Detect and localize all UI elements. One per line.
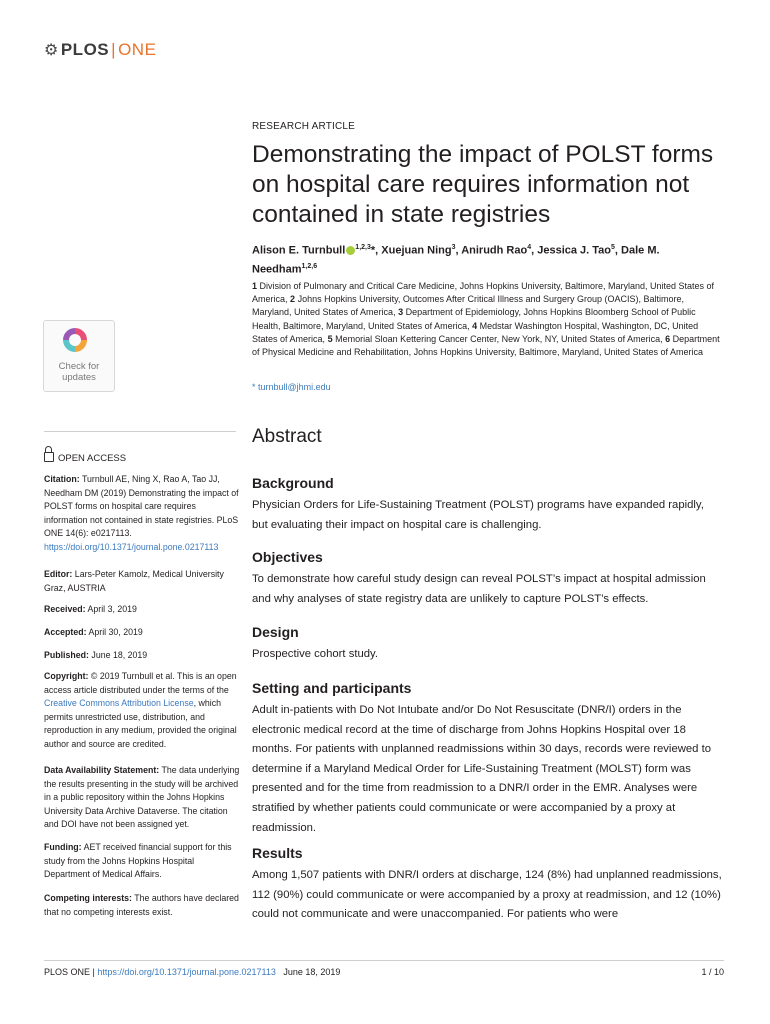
funding-block: Funding: AET received financial support for this study from the Johns Hopkins Hospital Department of Medical Affairs.	[44, 842, 232, 880]
open-lock-icon	[44, 452, 54, 462]
check-updates-label: Check for updates	[58, 361, 100, 383]
affiliation-text: Johns Hopkins University, Outcomes After Critical Illness and Surgery Group (OACIS), Baltimore, Maryland, United States of America,	[252, 294, 685, 318]
citation-doi-link[interactable]: https://doi.org/10.1371/journal.pone.0217113	[44, 541, 219, 552]
results-text: Among 1,507 patients with DNR/I orders at discharge, 124 (8%) had unplanned readmissions, 112 (90%) could communicate or were accompanied by a proxy at readmission, and 12 (10%) could not communicate and were unaccompanied. For patients who were	[252, 869, 722, 921]
author-name[interactable]: Alison E. Turnbull	[252, 244, 346, 257]
footer-doi-link[interactable]: https://doi.org/10.1371/journal.pone.0217113	[97, 967, 276, 977]
logo-one-text: ONE	[118, 40, 157, 59]
sidebar-divider	[44, 431, 236, 432]
gear-icon: ⚙	[44, 42, 59, 59]
results-heading: Results	[252, 845, 303, 861]
setting-text: Adult in-patients with Do Not Intubate and/or Do Not Resuscitate (DNR/I) orders in the electronic medical record at the time of discharge from Johns Hopkins Hospital over 18 months. For patients with unplanned readmissions within 30 days, records were reviewed to determine if a Maryland Medical Order for Life-Sustaining Treatment (MOLST) form was presented and for the time from readmission to a DNR/I order in the EMR. Analyses were stratified by whether patients could communicate or were accompanied by a proxy at readmission.	[252, 704, 712, 834]
design-heading: Design	[252, 624, 299, 640]
corresponding-email-link[interactable]: * turnbull@jhmi.edu	[252, 382, 331, 392]
competing-interests-block: Competing interests: The authors have declared that no competing interests exist.	[44, 893, 239, 917]
affiliation-text: Department of Epidemiology, Johns Hopkins Bloomberg School of Public Health, Baltimore, Maryland, United States of America,	[252, 307, 696, 331]
affiliation-num: 2	[290, 294, 296, 305]
plos-one-logo	[44, 40, 156, 60]
author-sup: 1,2,3	[355, 244, 371, 251]
license-link[interactable]: Creative Commons Attribution License	[44, 698, 194, 709]
article-type: RESEARCH ARTICLE	[252, 121, 356, 132]
check-for-updates-button[interactable]	[43, 320, 115, 392]
objectives-heading: Objectives	[252, 549, 323, 565]
logo-divider: |	[111, 40, 117, 59]
author-sup: 5	[611, 244, 615, 251]
page-footer	[44, 967, 724, 977]
setting-heading: Setting and participants	[252, 680, 412, 696]
affiliation-num: 5	[327, 333, 333, 344]
affiliation-num: 1	[252, 281, 258, 291]
affiliations	[252, 280, 722, 359]
corresponding-mark: *	[370, 244, 376, 257]
author-sup: 3	[451, 244, 456, 251]
abstract-heading: Abstract	[252, 426, 322, 447]
background-heading: Background	[252, 475, 334, 491]
footer-journal: PLOS ONE |	[44, 967, 95, 977]
author-name[interactable]: Anirudh Rao	[461, 244, 528, 257]
author-name[interactable]: Dale M. Needham	[252, 244, 660, 276]
affiliation-text: Division of Pulmonary and Critical Care Medicine, Johns Hopkins University, Baltimore, Maryland, United States of America,	[252, 281, 715, 305]
author-sup: 4	[527, 244, 532, 251]
published-block: Published: June 18, 2019	[44, 650, 148, 660]
affiliation-text: Memorial Sloan Kettering Cancer Center, New York, NY, United States of America,	[335, 333, 663, 344]
page-number: 1 / 10	[701, 967, 724, 977]
logo-plos-text: PLOS	[60, 40, 110, 59]
affiliation-num: 4	[472, 320, 478, 331]
accepted-block: Accepted: April 30, 2019	[44, 627, 143, 637]
article-title: Demonstrating the impact of POLST forms on hospital care requires information not contained in state registries	[252, 141, 714, 228]
footer-divider	[44, 960, 724, 961]
background-text: Physician Orders for Life-Sustaining Treatment (POLST) programs have expanded rapidly, but evaluating their impact on hospital care is challenging.	[252, 499, 704, 531]
objectives-text: To demonstrate how careful study design can reveal POLST’s impact at hospital admission and why analyses of state registry data are unlikely to capture POLST’s effects.	[252, 573, 706, 605]
affiliation-num: 3	[398, 307, 404, 318]
affiliation-num: 6	[665, 333, 671, 344]
received-block: Received: April 3, 2019	[44, 604, 137, 614]
author-name[interactable]: Jessica J. Tao	[537, 244, 612, 257]
editor-block: Editor: Lars-Peter Kamolz, Medical University Graz, AUSTRIA	[44, 569, 224, 593]
design-text: Prospective cohort study.	[252, 648, 378, 660]
crossmark-icon	[63, 328, 87, 352]
copyright-block: Copyright: © 2019 Turnbull et al. This is an open access article distributed under the terms of the Creative Commons Attribution License, which permits unrestricted use, distribution, and reproduction in any medium, provided the original author and source are credited.	[44, 671, 237, 749]
affiliation-text: Medstar Washington Hospital, Washington, DC, United States of America,	[252, 320, 699, 344]
author-sup: 1,2,6	[301, 262, 318, 270]
data-availability-block: Data Availability Statement: The data underlying the results presenting in the study will be archived in a public repository within the Johns Hopkins University Data Archive Dataverse. The citation and DOI have not been assigned yet.	[44, 765, 240, 830]
author-list: Alison E. Turnbull $^{1,2,3}$*, Xuejuan Ning$^3$, Anirudh Rao$^4$, Jessica J. Tao$^5$, Dale M. Needham$^{1,2,6}$	[252, 244, 660, 276]
author-name[interactable]: Xuejuan Ning	[381, 244, 452, 257]
orcid-icon[interactable]	[346, 246, 355, 255]
citation-block: Citation: Turnbull AE, Ning X, Rao A, Tao JJ, Needham DM (2019) Demonstrating the impact of POLST forms on hospital care requires information not contained in state registries. PLoS ONE 14(6): e0217113. https://doi.org/10.1371/journal.pone.0217113	[44, 474, 239, 552]
footer-date: June 18, 2019	[283, 967, 341, 977]
affiliation-text: Department of Physical Medicine and Rehabilitation, Johns Hopkins University, Baltimore, Maryland, United States of America	[252, 333, 720, 358]
open-access-label: OPEN ACCESS	[44, 451, 126, 464]
